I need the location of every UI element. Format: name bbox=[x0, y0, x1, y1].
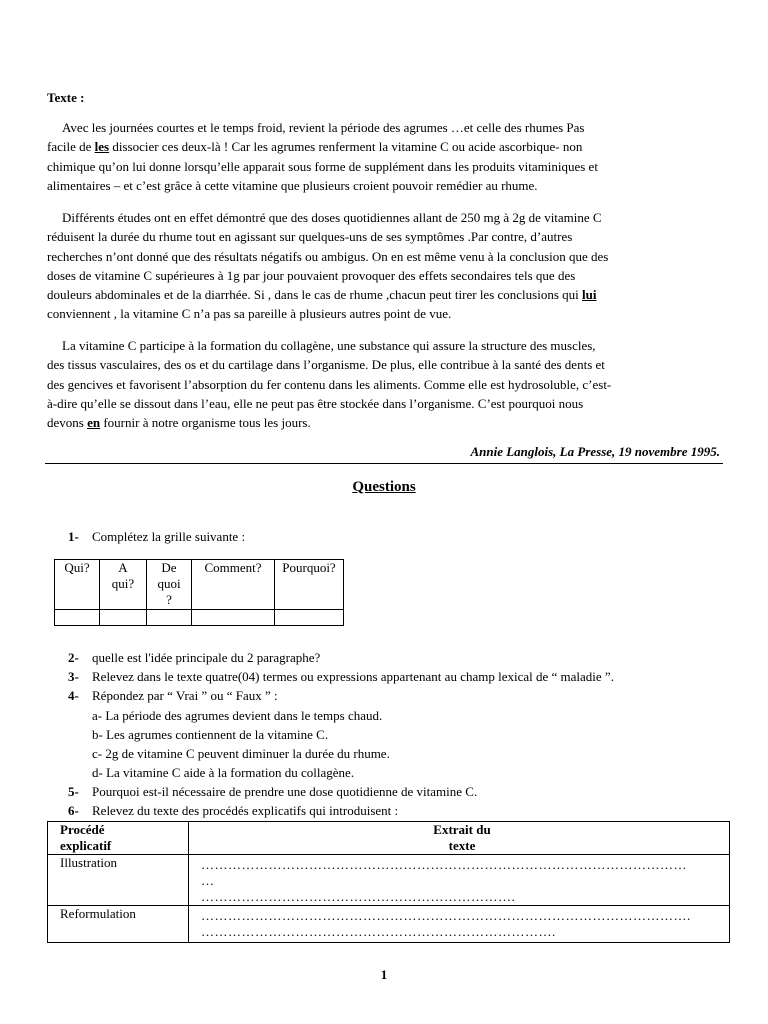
explanatory-procedures-table bbox=[47, 821, 730, 943]
grid-header-comment bbox=[192, 560, 275, 610]
answer-dots-reformulation-2: ……………………………………………………………………. bbox=[201, 924, 556, 939]
p3-line-1: La vitamine C participe à la formation du collagène, une substance qui assure la structure des muscles, bbox=[62, 338, 596, 353]
p3-line-5 bbox=[47, 413, 720, 432]
row-label-illustration-text: Illustration bbox=[60, 855, 118, 870]
p3-line-2: des tissus vasculaires, des os et du cartilage dans l’organisme. De plus, elle contribue à la santé des dents et bbox=[47, 357, 605, 373]
page-number: 1 bbox=[380, 967, 388, 982]
text-heading: Texte : bbox=[47, 90, 85, 105]
question-1-number: 1- bbox=[68, 529, 79, 544]
p3-line-3: des gencives et favorisent l’absorption du fer contenu dans les aliments. Comme elle est hydrosoluble, c’est- bbox=[47, 376, 612, 392]
p2-line-5 bbox=[47, 285, 720, 304]
question-2 bbox=[68, 648, 320, 667]
question-6-number: 6- bbox=[68, 803, 79, 818]
grid-header-a-qui bbox=[100, 560, 147, 610]
grid-header-de-quoi-l3: ? bbox=[166, 592, 172, 607]
p2-line-3: recherches n’ont donné que des résultats négatifs ou ambigus. On en est même venu à la conclusion que des bbox=[47, 248, 609, 264]
question-3 bbox=[68, 667, 614, 686]
p3-line-5b: fournir à notre organisme tous les jours. bbox=[100, 415, 311, 431]
question-4-item-b: b- Les agrumes contiennent de la vitamine C. bbox=[92, 727, 329, 742]
grid-header-de-quoi bbox=[147, 560, 192, 610]
p1-line-2b: dissocier ces deux-là ! Car les agrumes renferment la vitamine C ou acide ascorbique- non bbox=[109, 139, 583, 155]
question-4-item-c: c- 2g de vitamine C peuvent diminuer la durée du rhume. bbox=[92, 746, 390, 761]
table-header-extrait-l2: texte bbox=[448, 838, 476, 853]
question-1-text: Complétez la grille suivante : bbox=[92, 529, 246, 544]
grid-header-comment-text: Comment? bbox=[204, 560, 262, 575]
question-3-number: 3- bbox=[68, 669, 79, 684]
question-4-item-d: d- La vitamine C aide à la formation du collagène. bbox=[92, 765, 355, 780]
grid-header-de-quoi-l1: De bbox=[161, 560, 177, 575]
question-5-number: 5- bbox=[68, 784, 79, 799]
grid-cell-comment[interactable] bbox=[192, 610, 275, 626]
grid-header-de-quoi-l2: quoi bbox=[157, 576, 181, 591]
p1-line-1: Avec les journées courtes et le temps froid, revient la période des agrumes …et celle des rhumes Pas bbox=[62, 120, 585, 135]
question-4-item-a: a- La période des agrumes devient dans le temps chaud. bbox=[92, 708, 383, 723]
p1-line-4: alimentaires – et c’est grâce à cette vitamine que plusieurs croient pouvoir remédier au rhume. bbox=[47, 177, 538, 193]
grid-header-pourquoi bbox=[275, 560, 344, 610]
p2-bold-lui: lui bbox=[582, 287, 597, 303]
grid-cell-a-qui[interactable] bbox=[100, 610, 147, 626]
p2-line-2: réduisent la durée du rhume tout en agissant sur quelques-uns de ses symptômes .Par contre, d’autres bbox=[47, 229, 573, 245]
p2-line-6: conviennent , la vitamine C n’a pas sa pareille à plusieurs autres point de vue. bbox=[47, 306, 452, 322]
question-2-text: quelle est l'idée principale du 2 paragraphe? bbox=[92, 650, 321, 665]
table-header-procede-l1: Procédé bbox=[60, 822, 105, 837]
row-label-reformulation bbox=[48, 906, 189, 943]
questions-title: Questions bbox=[352, 479, 416, 495]
p1-line-2a: facile de bbox=[47, 139, 95, 155]
grid-header-a-qui-l2: qui? bbox=[111, 576, 135, 591]
table-header-extrait-l1: Extrait du bbox=[433, 822, 491, 837]
question-4-text: Répondez par “ Vrai ” ou “ Faux ” : bbox=[92, 688, 278, 703]
source-signature: Annie Langlois, La Presse, 19 novembre 1995. bbox=[470, 444, 720, 459]
answer-cell-reformulation[interactable] bbox=[189, 906, 730, 943]
question-4-number: 4- bbox=[68, 688, 79, 703]
p2-line-5a: douleurs abdominales et de la diarrhée. Si , dans le cas de rhume ,chacun peut tirer les conclusions qui bbox=[47, 287, 582, 303]
table-header-procede-l2: explicatif bbox=[60, 838, 112, 853]
paragraph-3 bbox=[47, 336, 720, 432]
grid-header-a-qui-l1: A bbox=[118, 560, 128, 575]
question-5 bbox=[68, 782, 477, 801]
grid-header-qui bbox=[55, 560, 100, 610]
grid-cell-de-quoi[interactable] bbox=[147, 610, 192, 626]
answer-dots-illustration-3: ……………………………………………………………. bbox=[201, 889, 516, 904]
grid-cell-qui[interactable] bbox=[55, 610, 100, 626]
p1-line-2 bbox=[47, 137, 720, 156]
row-label-illustration bbox=[48, 855, 189, 906]
question-3-text: Relevez dans le texte quatre(04) termes ou expressions appartenant au champ lexical de “ maladie ”. bbox=[92, 669, 614, 684]
paragraph-2 bbox=[47, 208, 720, 324]
p2-line-4: doses de vitamine C supérieures à 1g par jour pouvaient provoquer des effets secondaires tels que des bbox=[47, 267, 576, 283]
question-4 bbox=[68, 686, 278, 705]
question-2-number: 2- bbox=[68, 650, 79, 665]
answer-dots-illustration-1: ……………………………………………………………………………………………… bbox=[201, 857, 687, 872]
question-6-text: Relevez du texte des procédés explicatifs qui introduisent : bbox=[92, 803, 399, 818]
answer-cell-illustration[interactable] bbox=[189, 855, 730, 906]
table-header-procede bbox=[48, 822, 189, 855]
p3-line-5a: devons bbox=[47, 415, 88, 431]
question-6 bbox=[68, 801, 398, 820]
p2-line-1: Différents études ont en effet démontré que des doses quotidiennes allant de 250 mg à 2g de vitamine C bbox=[62, 210, 602, 225]
section-divider bbox=[45, 463, 723, 464]
question-1 bbox=[68, 527, 245, 546]
grid-header-pourquoi-text: Pourquoi? bbox=[282, 560, 336, 575]
table-header-extrait bbox=[189, 822, 730, 855]
p1-line-3: chimique qu’on lui donne lorsqu’elle apparait sous forme de supplément dans les produits vitaminiques et bbox=[47, 158, 598, 174]
answer-dots-reformulation-1: ………………………………………………………………………………………………. bbox=[201, 908, 691, 923]
grid-header-qui-text: Qui? bbox=[64, 560, 90, 575]
question-5-text: Pourquoi est-il nécessaire de prendre une dose quotidienne de vitamine C. bbox=[92, 784, 478, 799]
grid-cell-pourquoi[interactable] bbox=[275, 610, 344, 626]
answer-dots-illustration-2: … bbox=[201, 873, 215, 888]
p3-bold-en: en bbox=[87, 415, 101, 431]
row-label-reformulation-text: Reformulation bbox=[60, 906, 136, 921]
p1-bold-les: les bbox=[94, 139, 110, 155]
p3-line-4: à-dire qu’elle se dissout dans l’eau, elle ne peut pas être stockée dans l’organisme. C’est pourquoi nous bbox=[47, 395, 584, 411]
who-what-grid bbox=[54, 559, 344, 626]
paragraph-1 bbox=[47, 118, 720, 195]
